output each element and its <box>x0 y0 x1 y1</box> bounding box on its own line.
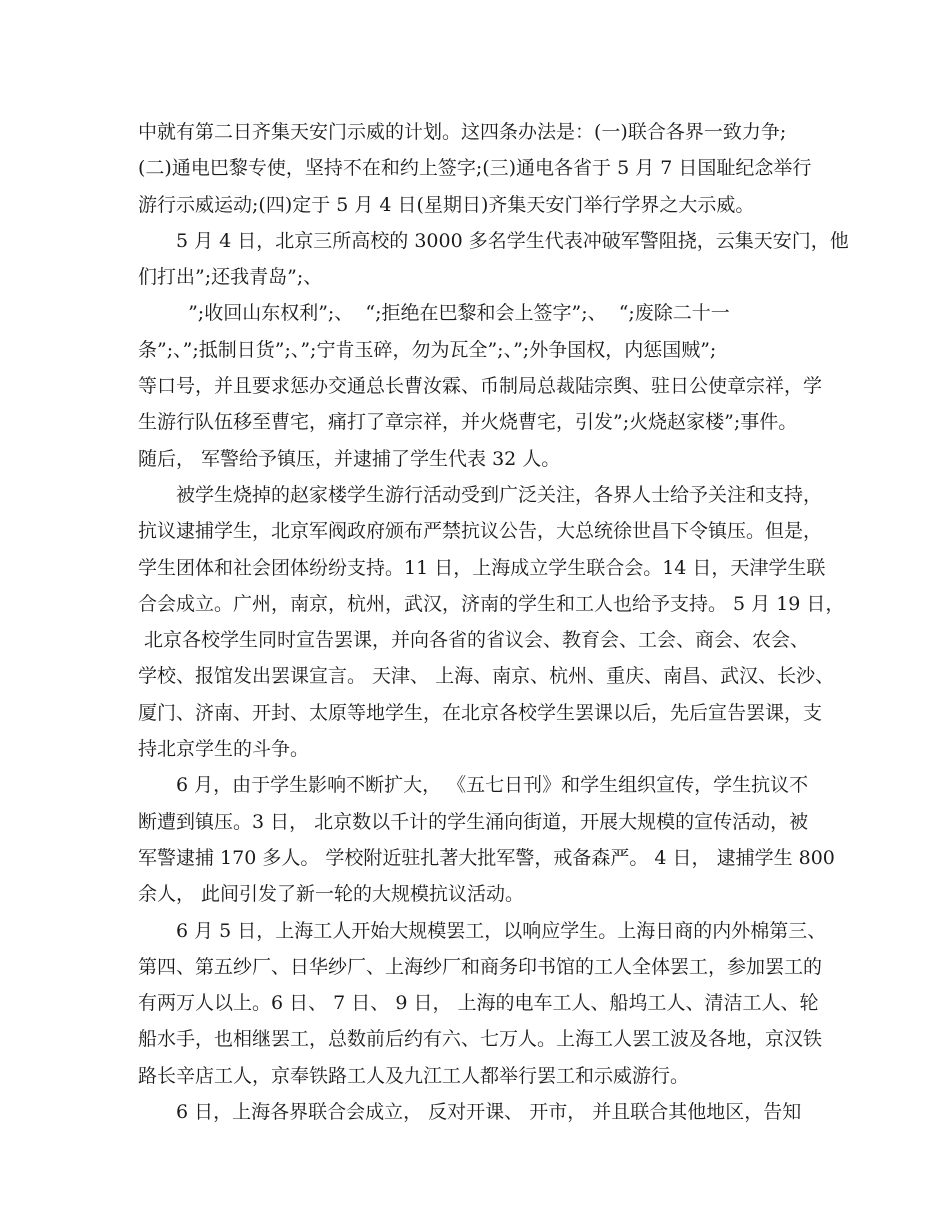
text-line: 随后， 军警给予镇压，并逮捕了学生代表 32 人。 <box>138 447 561 470</box>
text-line: 第四、第五纱厂、日华纱厂、上海纱厂和商务印书馆的工人全体罢工，参加罢工的 <box>138 955 823 978</box>
text-line: ”;收回山东权利”;、 “;拒绝在巴黎和会上签字”;、 “;废除二十一 <box>176 302 730 325</box>
text-line: 路长辛店工人，京奉铁路工人及九江工人都举行罢工和示威游行。 <box>138 1064 690 1087</box>
text-line: 6 日，上海各界联合会成立， 反对开课、 开市， 并且联合其他地区，告知 <box>176 1101 802 1124</box>
text-line: 学生团体和社会团体纷纷支持。11 日，上海成立学生联合会。14 日，天津学生联 <box>138 556 826 579</box>
text-line: 们打出”;还我青岛”;、 <box>138 266 323 289</box>
text-line: 中就有第二日齐集天安门示威的计划。这四条办法是：(一)联合各界一致力争; <box>138 121 787 143</box>
text-line: 生游行队伍移至曹宅，痛打了章宗祥，并火烧曹宅，引发”;火烧赵家楼”;事件。 <box>138 411 798 434</box>
text-line: (二)通电巴黎专使，坚持不在和约上签字;(三)通电各省于 5 月 7 日国耻纪念举行 <box>138 157 812 180</box>
text-line: 游行示威运动;(四)定于 5 月 4 日(星期日)齐集天安门举行学界之大示威。 <box>138 193 755 216</box>
document-body <box>138 114 849 1130</box>
text-line: 北京各校学生同时宣告罢课，并向各省的省议会、教育会、工会、商会、农会、 <box>138 629 810 652</box>
text-line: 断遭到镇压。3 日， 北京数以千计的学生涌向街道，开展大规模的宣传活动，被 <box>138 810 809 833</box>
text-line: 6 月，由于学生影响不断扩大， 《五七日刊》和学生组织宣传，学生抗议不 <box>176 774 809 797</box>
text-line: 学校、报馆发出罢课宣言。 天津、 上海、南京、杭州、重庆、南昌、武汉、长沙、 <box>138 665 835 688</box>
text-line: 等口号，并且要求惩办交通总长曹汝霖、币制局总裁陆宗舆、驻日公使章宗祥，学 <box>138 375 823 398</box>
text-line: 条”;、”;抵制日货”;、”;宁肯玉碎，勿为瓦全”;、”;外争国权，内惩国贼”; <box>138 338 717 361</box>
text-line: 余人， 此间引发了新一轮的大规模抗议活动。 <box>138 883 525 906</box>
text-line: 持北京学生的斗争。 <box>138 738 310 761</box>
text-line: 5 月 4 日，北京三所高校的 3000 多名学生代表冲破军警阻挠，云集天安门，他 <box>176 229 849 252</box>
text-line: 军警逮捕 170 多人。 学校附近驻扎著大批军警，戒备森严。 4 日， 逮捕学生 800 <box>138 846 835 869</box>
text-line: 有两万人以上。6 日、 7 日、 9 日， 上海的电车工人、船坞工人、清洁工人、轮 <box>138 992 819 1015</box>
text-line: 被学生烧掉的赵家楼学生游行活动受到广泛关注，各界人士给予关注和支持， <box>176 483 823 506</box>
text-line: 船水手，也相继罢工，总数前后约有六、七万人。上海工人罢工波及各地，京汉铁 <box>138 1028 823 1051</box>
text-line: 6 月 5 日，上海工人开始大规模罢工，以响应学生。上海日商的内外棉第三、 <box>176 919 827 942</box>
text-line: 合会成立。广州，南京，杭州，武汉，济南的学生和工人也给予支持。 5 月 19 日， <box>138 592 845 615</box>
text-line: 厦门、济南、开封、太原等地学生，在北京各校学生罢课以后，先后宣告罢课，支 <box>138 701 823 724</box>
text-line: 抗议逮捕学生，北京军阀政府颁布严禁抗议公告，大总统徐世昌下令镇压。但是， <box>138 520 823 543</box>
